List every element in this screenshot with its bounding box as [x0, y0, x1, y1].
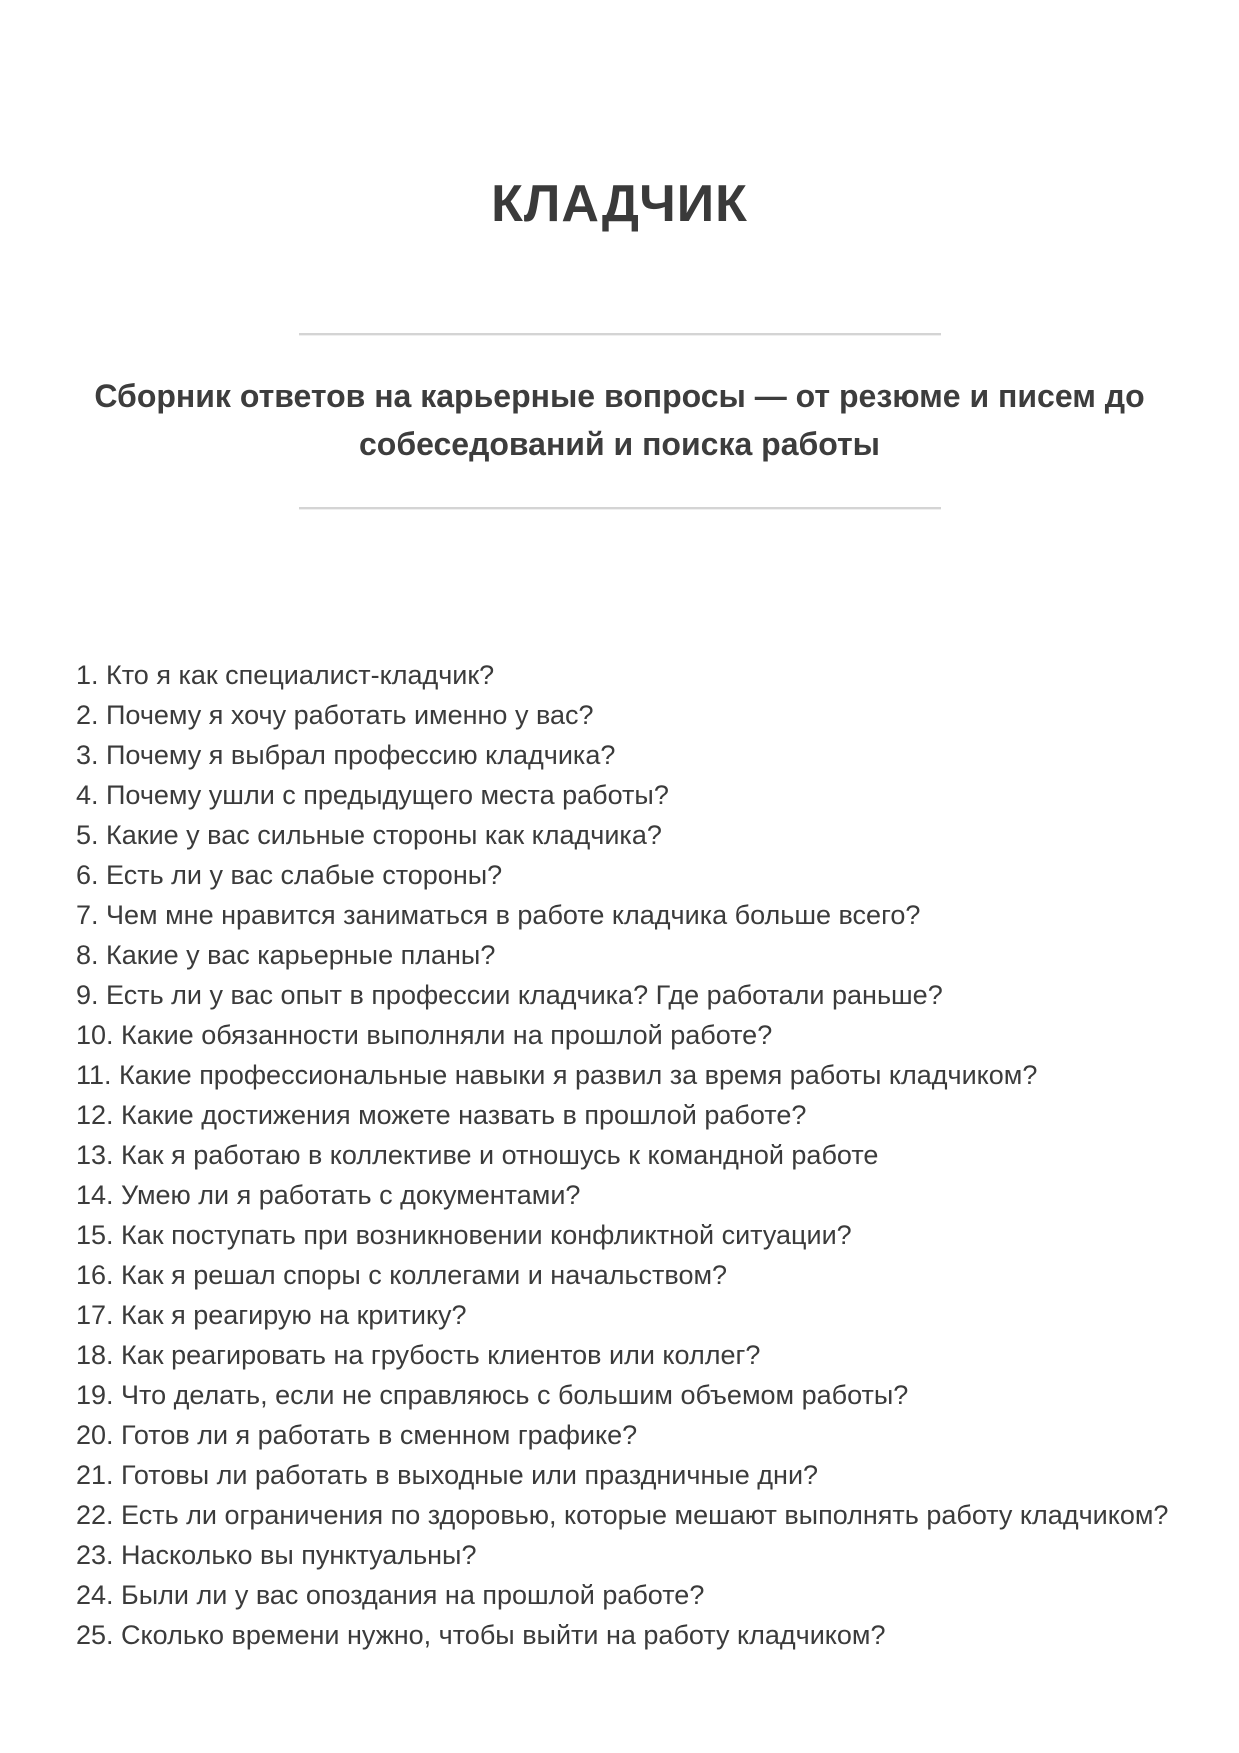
question-item: 7. Чем мне нравится заниматься в работе кладчика больше всего? — [76, 900, 921, 930]
subtitle-line-1: Сборник ответов на карьерные вопросы — от резюме и писем до — [94, 378, 1145, 414]
question-item: 4. Почему ушли с предыдущего места работы? — [76, 780, 669, 810]
question-item: 9. Есть ли у вас опыт в профессии кладчика? Где работали раньше? — [76, 980, 943, 1010]
question-item: 15. Как поступать при возникновении конфликтной ситуации? — [76, 1220, 852, 1250]
question-list — [0, 655, 1239, 1655]
question-item: 14. Умею ли я работать с документами? — [76, 1180, 581, 1210]
question-item: 3. Почему я выбрал профессию кладчика? — [76, 740, 616, 770]
question-item: 5. Какие у вас сильные стороны как кладчика? — [76, 820, 662, 850]
question-item: 22. Есть ли ограничения по здоровью, которые мешают выполнять работу кладчиком? — [76, 1500, 1169, 1530]
divider-line-bottom — [299, 507, 941, 510]
question-item: 2. Почему я хочу работать именно у вас? — [76, 700, 594, 730]
question-item: 19. Что делать, если не справляюсь с большим объемом работы? — [76, 1380, 909, 1410]
question-item: 12. Какие достижения можете назвать в прошлой работе? — [76, 1100, 807, 1130]
question-item: 8. Какие у вас карьерные планы? — [76, 940, 496, 970]
question-item: 23. Насколько вы пунктуальны? — [76, 1540, 477, 1570]
question-item: 18. Как реагировать на грубость клиентов или коллег? — [76, 1340, 761, 1370]
question-item: 17. Как я реагирую на критику? — [76, 1300, 467, 1330]
question-item: 16. Как я решал споры с коллегами и начальством? — [76, 1260, 728, 1290]
question-item: 21. Готовы ли работать в выходные или праздничные дни? — [76, 1460, 819, 1490]
question-item: 6. Есть ли у вас слабые стороны? — [76, 860, 503, 890]
page-title: КЛАДЧИК — [491, 175, 748, 233]
question-item: 11. Какие профессиональные навыки я развил за время работы кладчиком? — [76, 1060, 1038, 1090]
subtitle-line-2: собеседований и поиска работы — [358, 426, 880, 462]
question-item: 25. Сколько времени нужно, чтобы выйти на работу кладчиком? — [76, 1620, 886, 1650]
page-subtitle — [0, 372, 1239, 468]
question-item: 20. Готов ли я работать в сменном графике? — [76, 1420, 638, 1450]
question-item: 1. Кто я как специалист-кладчик? — [76, 660, 495, 690]
question-item: 10. Какие обязанности выполняли на прошлой работе? — [76, 1020, 773, 1050]
question-item: 24. Были ли у вас опоздания на прошлой работе? — [76, 1580, 705, 1610]
divider-line-top — [299, 333, 941, 336]
question-item: 13. Как я работаю в коллективе и отношусь к командной работе — [76, 1140, 879, 1170]
